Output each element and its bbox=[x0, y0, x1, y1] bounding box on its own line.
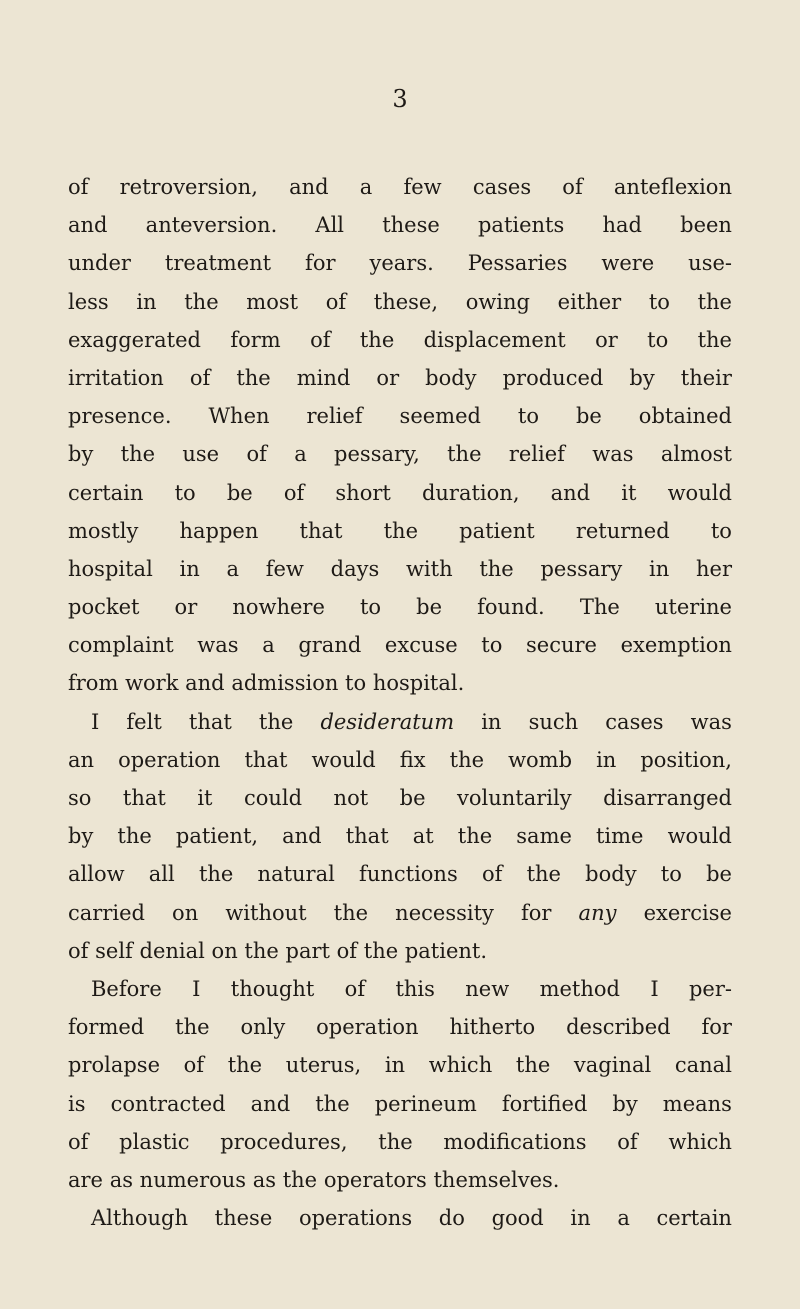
word: of bbox=[325, 289, 347, 314]
word: almost bbox=[660, 442, 732, 467]
word: in bbox=[136, 289, 157, 314]
word: of bbox=[68, 175, 89, 199]
word: on bbox=[172, 900, 199, 925]
word: had bbox=[602, 213, 642, 238]
word: All bbox=[315, 213, 345, 238]
word: it bbox=[621, 480, 637, 505]
word: formed bbox=[68, 1015, 145, 1040]
word: would bbox=[311, 747, 376, 772]
text-line bbox=[68, 1199, 732, 1237]
word: with bbox=[405, 556, 453, 581]
word: to bbox=[481, 633, 503, 658]
word: pocket bbox=[68, 595, 140, 620]
word: presence. bbox=[68, 404, 172, 429]
word: which bbox=[428, 1053, 493, 1078]
word: her bbox=[696, 556, 732, 581]
word: same bbox=[516, 824, 572, 849]
word: means bbox=[662, 1091, 732, 1116]
text-line bbox=[68, 817, 732, 855]
word: the bbox=[184, 289, 219, 314]
word: duration, bbox=[421, 480, 520, 505]
word: voluntarily bbox=[457, 786, 572, 810]
word: was bbox=[592, 442, 634, 467]
word: be bbox=[226, 480, 253, 505]
word: use bbox=[182, 442, 220, 467]
word: of bbox=[283, 480, 305, 505]
word: body bbox=[425, 365, 477, 390]
text-line bbox=[68, 703, 732, 741]
word: body bbox=[585, 862, 637, 887]
word: the bbox=[198, 862, 234, 887]
text-line bbox=[68, 894, 732, 932]
word: is bbox=[68, 1091, 86, 1116]
word: the bbox=[117, 824, 152, 849]
word: and bbox=[68, 213, 108, 238]
text-line bbox=[68, 626, 732, 664]
word: as bbox=[252, 1167, 277, 1192]
word: happen bbox=[179, 518, 259, 543]
word: on bbox=[211, 938, 238, 963]
word: and bbox=[289, 175, 329, 199]
word: complaint bbox=[68, 633, 174, 658]
word: cases bbox=[605, 709, 664, 734]
word: to bbox=[174, 480, 196, 505]
word: felt bbox=[126, 709, 162, 734]
text-line bbox=[68, 932, 732, 970]
word: that bbox=[299, 518, 343, 543]
word: the bbox=[244, 938, 279, 963]
word: certain bbox=[656, 1206, 732, 1231]
word: exercise bbox=[643, 900, 732, 925]
word: in bbox=[649, 556, 670, 581]
word: pessary bbox=[540, 556, 623, 581]
word: Although bbox=[91, 1206, 188, 1231]
word: any bbox=[578, 900, 617, 925]
word: anteflexion bbox=[613, 175, 732, 199]
word: be bbox=[416, 595, 443, 620]
word: work bbox=[125, 671, 179, 696]
word: of bbox=[68, 1129, 89, 1154]
word: an bbox=[68, 747, 95, 772]
word: the bbox=[175, 1015, 210, 1040]
word: part bbox=[285, 938, 330, 963]
word: are bbox=[68, 1167, 103, 1192]
text-line bbox=[68, 1008, 732, 1046]
word: less bbox=[68, 289, 109, 314]
word: short bbox=[335, 480, 391, 505]
word: be bbox=[706, 862, 732, 887]
word: owing bbox=[465, 289, 530, 314]
word: new bbox=[465, 976, 510, 1001]
word: that bbox=[345, 824, 389, 849]
word: these bbox=[214, 1206, 273, 1231]
text-line bbox=[68, 855, 732, 893]
word: to bbox=[517, 404, 540, 429]
word: cases bbox=[472, 175, 532, 199]
word: good bbox=[491, 1206, 544, 1231]
word: operators bbox=[323, 1167, 427, 1192]
word: disarranged bbox=[603, 786, 732, 810]
word: I bbox=[91, 709, 100, 734]
page-number: 3 bbox=[392, 85, 408, 113]
word: nowhere bbox=[232, 595, 325, 620]
word: to bbox=[359, 595, 382, 620]
word: certain bbox=[68, 480, 144, 505]
text-line bbox=[68, 970, 732, 1008]
word: of bbox=[183, 1053, 205, 1078]
word: a bbox=[294, 442, 307, 467]
word: fortified bbox=[501, 1091, 588, 1116]
word: the bbox=[697, 289, 732, 314]
word: The bbox=[579, 595, 620, 620]
word: operation bbox=[316, 1015, 419, 1040]
word: by bbox=[68, 442, 94, 467]
word: the bbox=[258, 709, 294, 734]
word: only bbox=[240, 1015, 286, 1040]
word: necessity bbox=[395, 900, 494, 925]
word: per- bbox=[688, 976, 732, 1001]
word: for bbox=[701, 1015, 732, 1040]
word: of bbox=[189, 365, 211, 390]
text-line bbox=[68, 397, 732, 435]
word: vaginal bbox=[573, 1053, 652, 1078]
word: as bbox=[109, 1167, 133, 1192]
word: of bbox=[344, 976, 366, 1001]
word: pessary, bbox=[334, 442, 420, 467]
word: was bbox=[197, 633, 239, 658]
word: days bbox=[330, 556, 380, 581]
word: Pessaries bbox=[467, 251, 568, 276]
word: womb bbox=[508, 747, 573, 772]
text-line bbox=[68, 741, 732, 779]
word: or bbox=[174, 595, 198, 620]
word: natural bbox=[257, 862, 335, 887]
word: patients bbox=[477, 213, 565, 238]
word: the bbox=[515, 1053, 551, 1078]
word: uterine bbox=[654, 595, 732, 620]
word: denial bbox=[139, 938, 205, 963]
word: the bbox=[333, 900, 369, 925]
word: the bbox=[363, 938, 399, 963]
word: not bbox=[333, 786, 369, 810]
word: that bbox=[122, 786, 166, 810]
word: procedures, bbox=[220, 1129, 348, 1154]
text-line bbox=[68, 1161, 732, 1199]
word: thought bbox=[230, 976, 315, 1001]
word: the bbox=[449, 747, 485, 772]
word: by bbox=[612, 1091, 638, 1116]
word: carried bbox=[68, 900, 145, 925]
word: mostly bbox=[68, 518, 139, 543]
text-line bbox=[68, 779, 732, 817]
word: for bbox=[305, 251, 336, 276]
word: these, bbox=[373, 289, 439, 314]
text-line bbox=[68, 512, 732, 550]
word: prolapse bbox=[68, 1053, 161, 1078]
word: could bbox=[243, 786, 303, 810]
word: do bbox=[438, 1206, 465, 1231]
word: grand bbox=[298, 633, 362, 658]
text-line bbox=[68, 1123, 732, 1161]
word: form bbox=[230, 327, 281, 352]
word: so bbox=[68, 786, 92, 810]
word: exemption bbox=[620, 633, 732, 658]
text-line bbox=[68, 664, 732, 702]
word: or bbox=[595, 327, 618, 352]
word: functions bbox=[359, 862, 458, 887]
word: desideratum bbox=[320, 709, 455, 734]
word: the bbox=[378, 1129, 413, 1154]
word: excuse bbox=[384, 633, 458, 658]
text-line bbox=[68, 1085, 732, 1123]
word: be bbox=[575, 404, 602, 429]
word: relief bbox=[508, 442, 565, 467]
word: seemed bbox=[399, 404, 481, 429]
word: the bbox=[383, 518, 419, 543]
text-line bbox=[68, 550, 732, 588]
text-line bbox=[68, 588, 732, 626]
word: returned bbox=[575, 518, 670, 543]
word: which bbox=[668, 1129, 732, 1154]
word: position, bbox=[640, 747, 732, 772]
word: Before bbox=[91, 976, 162, 1001]
word: relief bbox=[306, 404, 363, 429]
word: in bbox=[596, 747, 617, 772]
word: the bbox=[120, 442, 156, 467]
word: modifications bbox=[443, 1129, 587, 1154]
word: plastic bbox=[119, 1129, 190, 1154]
word: hitherto bbox=[449, 1015, 536, 1040]
text-line bbox=[68, 283, 732, 321]
word: treatment bbox=[164, 251, 272, 276]
word: this bbox=[395, 976, 435, 1001]
word: either bbox=[557, 289, 622, 314]
word: canal bbox=[674, 1053, 732, 1078]
word: I bbox=[192, 976, 201, 1001]
word: would bbox=[667, 824, 732, 849]
word: mind bbox=[296, 365, 351, 390]
text-line bbox=[68, 244, 732, 282]
word: was bbox=[690, 709, 732, 734]
word: to bbox=[710, 518, 732, 543]
word: irritation bbox=[68, 365, 164, 390]
word: retroversion, bbox=[119, 175, 258, 199]
word: anteversion. bbox=[145, 213, 278, 238]
word: in bbox=[179, 556, 200, 581]
word: obtained bbox=[638, 404, 732, 429]
word: that bbox=[188, 709, 232, 734]
word: self bbox=[95, 938, 133, 963]
word: in bbox=[384, 1053, 406, 1078]
word: uterus, bbox=[285, 1053, 362, 1078]
word: for bbox=[520, 900, 552, 925]
word: be bbox=[399, 786, 426, 810]
word: in bbox=[570, 1206, 591, 1231]
word: been bbox=[680, 213, 732, 238]
word: or bbox=[376, 365, 400, 390]
word: operations bbox=[298, 1206, 413, 1231]
word: I bbox=[650, 976, 659, 1001]
word: the bbox=[697, 327, 732, 352]
word: produced bbox=[502, 365, 604, 390]
word: When bbox=[208, 404, 270, 429]
word: a bbox=[226, 556, 239, 581]
word: at bbox=[412, 824, 434, 849]
word: exaggerated bbox=[68, 327, 201, 352]
word: all bbox=[148, 862, 175, 887]
word: of bbox=[310, 327, 331, 352]
word: numerous bbox=[139, 1167, 247, 1192]
word: fix bbox=[399, 747, 426, 772]
text-line bbox=[68, 359, 732, 397]
word: in bbox=[481, 709, 502, 734]
word: of bbox=[336, 938, 358, 963]
word: patient bbox=[459, 518, 535, 543]
word: a bbox=[262, 633, 275, 658]
word: time bbox=[595, 824, 644, 849]
word: to bbox=[647, 327, 669, 352]
word: method bbox=[539, 976, 620, 1001]
word: such bbox=[528, 709, 579, 734]
word: few bbox=[265, 556, 304, 581]
word: the bbox=[227, 1053, 263, 1078]
word: the bbox=[526, 862, 561, 887]
word: by bbox=[629, 365, 655, 390]
word: allow bbox=[68, 862, 125, 887]
word: the bbox=[315, 1091, 350, 1116]
text-line bbox=[68, 168, 732, 206]
word: the bbox=[282, 1167, 318, 1192]
word: the bbox=[457, 824, 493, 849]
word: operation bbox=[118, 747, 221, 772]
word: and bbox=[185, 671, 225, 696]
word: were bbox=[601, 251, 655, 276]
word: of bbox=[68, 938, 89, 963]
word: found. bbox=[477, 595, 545, 620]
word: without bbox=[225, 900, 307, 925]
word: patient, bbox=[175, 824, 259, 849]
word: years. bbox=[369, 251, 434, 276]
word: most bbox=[246, 289, 299, 314]
word: perineum bbox=[374, 1091, 477, 1116]
word: displacement bbox=[423, 327, 566, 352]
word: few bbox=[403, 175, 442, 199]
word: use- bbox=[688, 251, 732, 276]
word: the bbox=[236, 365, 271, 390]
word: of bbox=[481, 862, 503, 887]
text-line bbox=[68, 206, 732, 244]
word: themselves. bbox=[433, 1167, 560, 1192]
word: would bbox=[667, 480, 732, 505]
word: hospital. bbox=[372, 671, 465, 696]
word: to bbox=[660, 862, 682, 887]
word: the bbox=[479, 556, 514, 581]
word: to bbox=[648, 289, 670, 314]
word: that bbox=[244, 747, 288, 772]
word: hospital bbox=[68, 556, 153, 581]
word: and bbox=[250, 1091, 291, 1116]
word: to bbox=[345, 671, 367, 696]
word: contracted bbox=[110, 1091, 226, 1116]
text-line bbox=[68, 1046, 732, 1084]
word: under bbox=[68, 251, 131, 276]
text-line bbox=[68, 474, 732, 512]
word: of bbox=[617, 1129, 638, 1154]
word: it bbox=[197, 786, 213, 810]
word: of bbox=[246, 442, 267, 467]
word: the bbox=[359, 327, 395, 352]
word: these bbox=[382, 213, 440, 238]
word: and bbox=[550, 480, 591, 505]
word: and bbox=[282, 824, 322, 849]
word: admission bbox=[231, 671, 339, 696]
word: from bbox=[68, 671, 119, 696]
word: the bbox=[447, 442, 482, 467]
word: a bbox=[359, 175, 373, 199]
word: described bbox=[566, 1015, 671, 1040]
word: of bbox=[562, 175, 583, 199]
word: by bbox=[68, 824, 94, 849]
word: a bbox=[617, 1206, 630, 1231]
text-line bbox=[68, 435, 732, 473]
word: secure bbox=[526, 633, 597, 658]
word: their bbox=[680, 365, 732, 390]
body-text bbox=[68, 168, 732, 1237]
text-line bbox=[68, 321, 732, 359]
word: patient. bbox=[404, 938, 488, 963]
